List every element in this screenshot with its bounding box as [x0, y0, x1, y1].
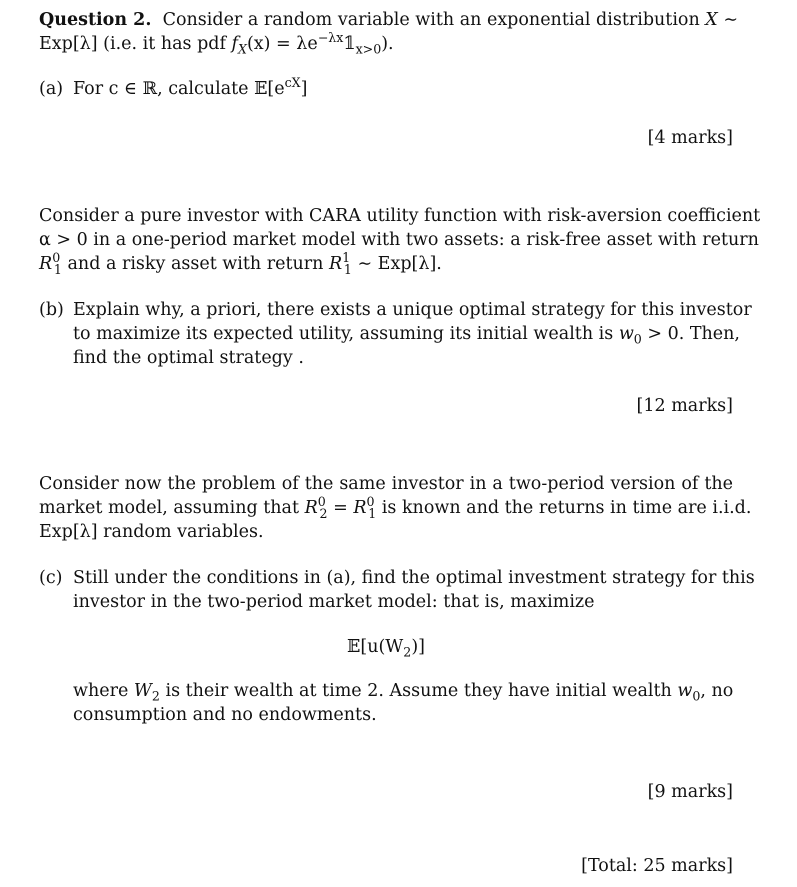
- part-c-marks: [9 marks]: [647, 782, 733, 802]
- part-b-marks: [12 marks]: [636, 396, 733, 416]
- setup1-line-1: Consider a pure investor with CARA utility function with risk-aversion coefficient: [39, 206, 761, 226]
- question-intro-line-2: Exp[λ] (i.e. it has pdf $f_X(x)$ = $\lambda e^{-\lambda x}𝟙_{x>0}$).: [39, 30, 394, 57]
- setup2-line-3: Exp[λ] random variables.: [39, 522, 264, 542]
- setup1-line-3: $R^0_1$ and a risky asset with return $R^1_1$ ∼ Exp[λ].: [39, 250, 442, 277]
- part-c-line-2: investor in the two-period market model: that is, maximize: [73, 592, 595, 612]
- total-marks: [Total: 25 marks]: [581, 856, 733, 876]
- part-a-marks: [4 marks]: [647, 128, 733, 148]
- part-b-line-1: Explain why, a priori, there exists a unique optimal strategy for this investor: [73, 300, 752, 320]
- question-heading: Question 2.: [39, 10, 152, 30]
- part-b-line-3: find the optimal strategy .: [73, 348, 304, 368]
- part-c-line-4: consumption and no endowments.: [73, 705, 377, 725]
- part-c-display-equation: $𝔼[u(W_2)]$: [347, 637, 425, 660]
- setup2-line-2: market model, assuming that $R^0_2 = R^0_1$ is known and the returns in time are i.i.d.: [39, 494, 752, 521]
- part-a-label: (a): [39, 79, 64, 99]
- part-b-line-2: to maximize its expected utility, assuming its initial wealth is $w_0 > 0$. Then,: [73, 324, 740, 347]
- setup2-line-1: Consider now the problem of the same investor in a two-period version of the: [39, 474, 733, 494]
- part-c-line-1: Still under the conditions in (a), find the optimal investment strategy for this: [73, 568, 755, 588]
- part-a-text: For c ∈ ℝ, calculate $𝔼[e^{cX}]$: [73, 75, 308, 99]
- question-intro-line-1: Question 2. Consider a random variable with an exponential distribution X ∼: [39, 10, 738, 30]
- setup1-line-2: α > 0 in a one-period market model with two assets: a risk-free asset with return: [39, 230, 759, 250]
- part-c-label: (c): [39, 568, 63, 588]
- part-b-label: (b): [39, 300, 64, 320]
- part-c-line-3: where $W_2$ is their wealth at time 2. Assume they have initial wealth $w_0$, no: [73, 681, 734, 704]
